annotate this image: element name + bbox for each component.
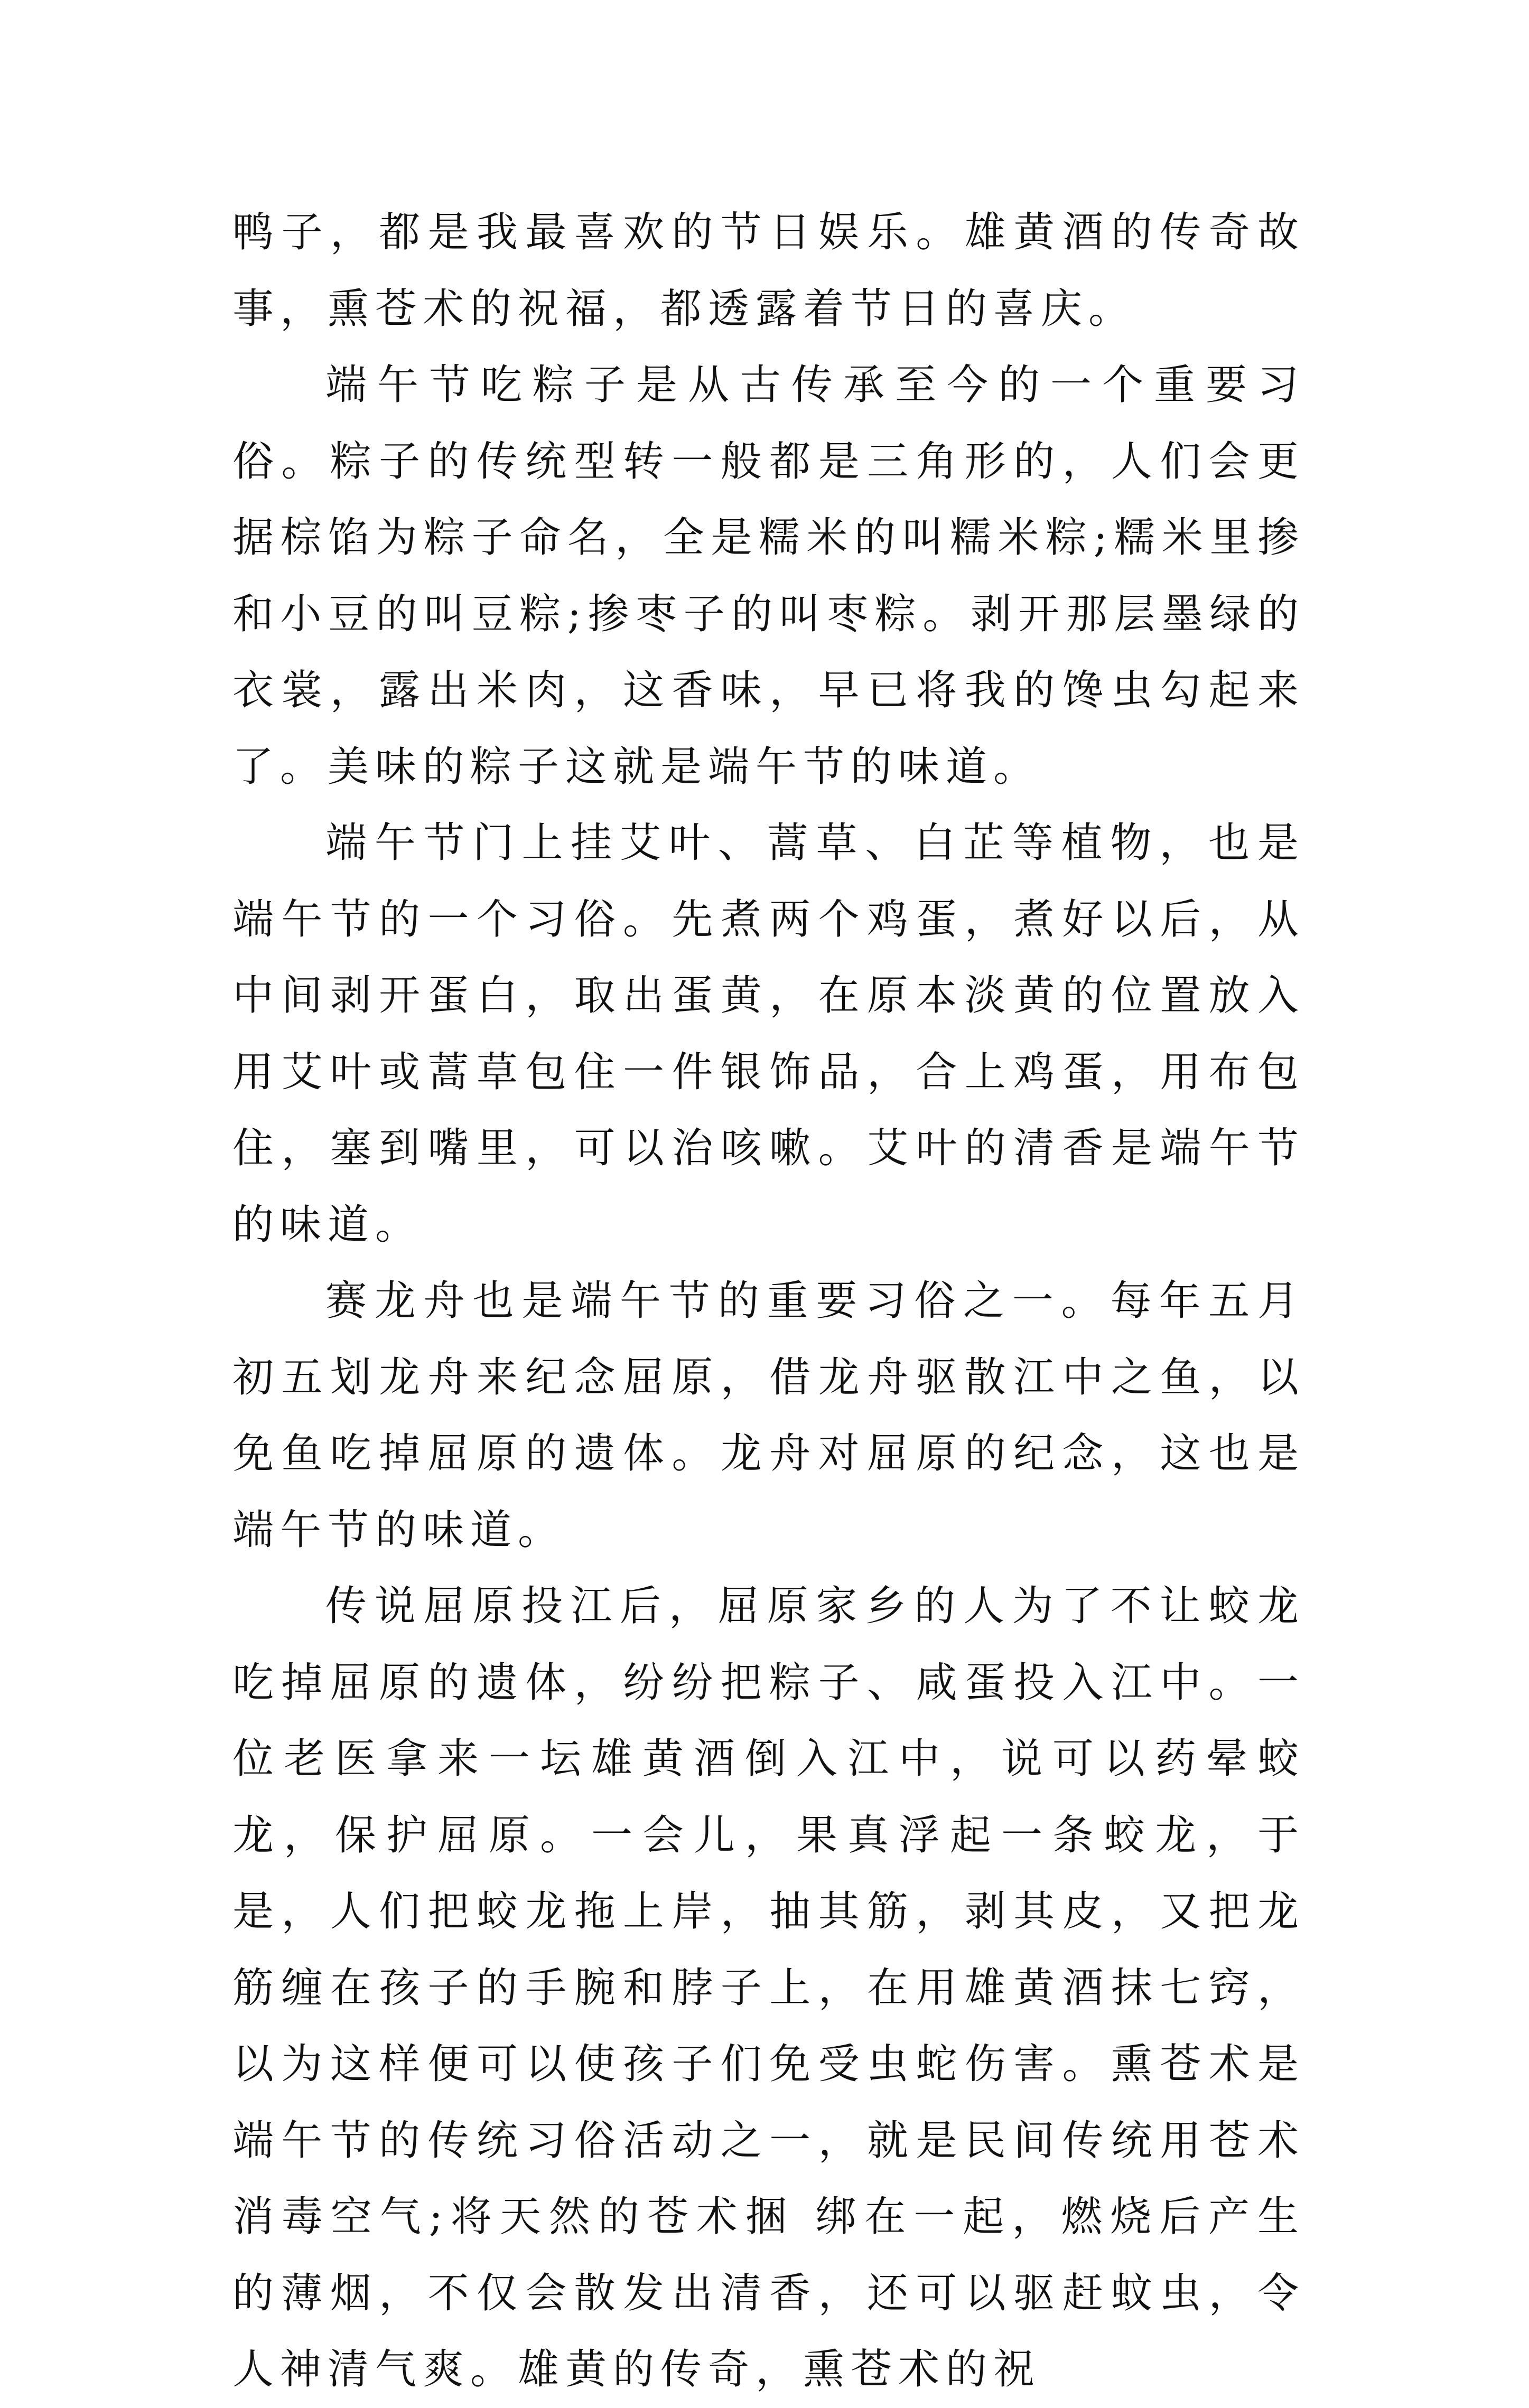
paragraph-5: 传说屈原投江后，屈原家乡的人为了不让蛟龙吃掉屈原的遗体，纷纷把粽子、咸蛋投入江中。一位老医拿来一坛雄黄酒倒入江中，说可以药晕蛟龙，保护屈原。一会儿，果真浮起一条蛟龙，于是，人们把蛟龙拖上岸，抽其筋，剥其皮，又把龙筋缠在孩子的手腕和脖子上，在用雄黄酒抹七窍，以为这样便可以使孩子们免受虫蛇伤害。熏苍术是端午节的传统习俗活动之一，就是民间传统用苍术消毒空气;将天然的苍术捆 绑在一起，燃烧后产生的薄烟，不仅会散发出清香，还可以驱赶蚊虫，令人神清气爽。雄黄的传奇，熏苍术的祝 — [232, 1582, 1305, 2393]
paragraph-3: 端午节门上挂艾叶、蒿草、白芷等植物，也是端午节的一个习俗。先煮两个鸡蛋，煮好以后，从中间剥开蛋白，取出蛋黄，在原本淡黄的位置放入用艾叶或蒿草包住一件银饰品，合上鸡蛋，用布包住，塞到嘴里，可以治咳嗽。艾叶的清香是端午节的味道。 — [232, 819, 1305, 1249]
paragraph-2: 端午节吃粽子是从古传承至今的一个重要习俗。粽子的传统型转一般都是三角形的，人们会更据棕馅为粽子命名，全是糯米的叫糯米粽;糯米里掺和小豆的叫豆粽;掺枣子的叫枣粽。剥开那层墨绿的衣裳，露出米肉，这香味，早已将我的馋虫勾起来了。美味的粽子这就是端午节的味道。 — [232, 361, 1305, 791]
body-text — [232, 194, 1305, 2408]
paragraph-4: 赛龙舟也是端午节的重要习俗之一。每年五月初五划龙舟来纪念屈原，借龙舟驱散江中之鱼，以免鱼吃掉屈原的遗体。龙舟对屈原的纪念，这也是端午节的味道。 — [232, 1277, 1305, 1554]
paragraph-1: 鸭子，都是我最喜欢的节日娱乐。雄黄酒的传奇故事，熏苍术的祝福，都透露着节日的喜庆。 — [232, 209, 1305, 333]
